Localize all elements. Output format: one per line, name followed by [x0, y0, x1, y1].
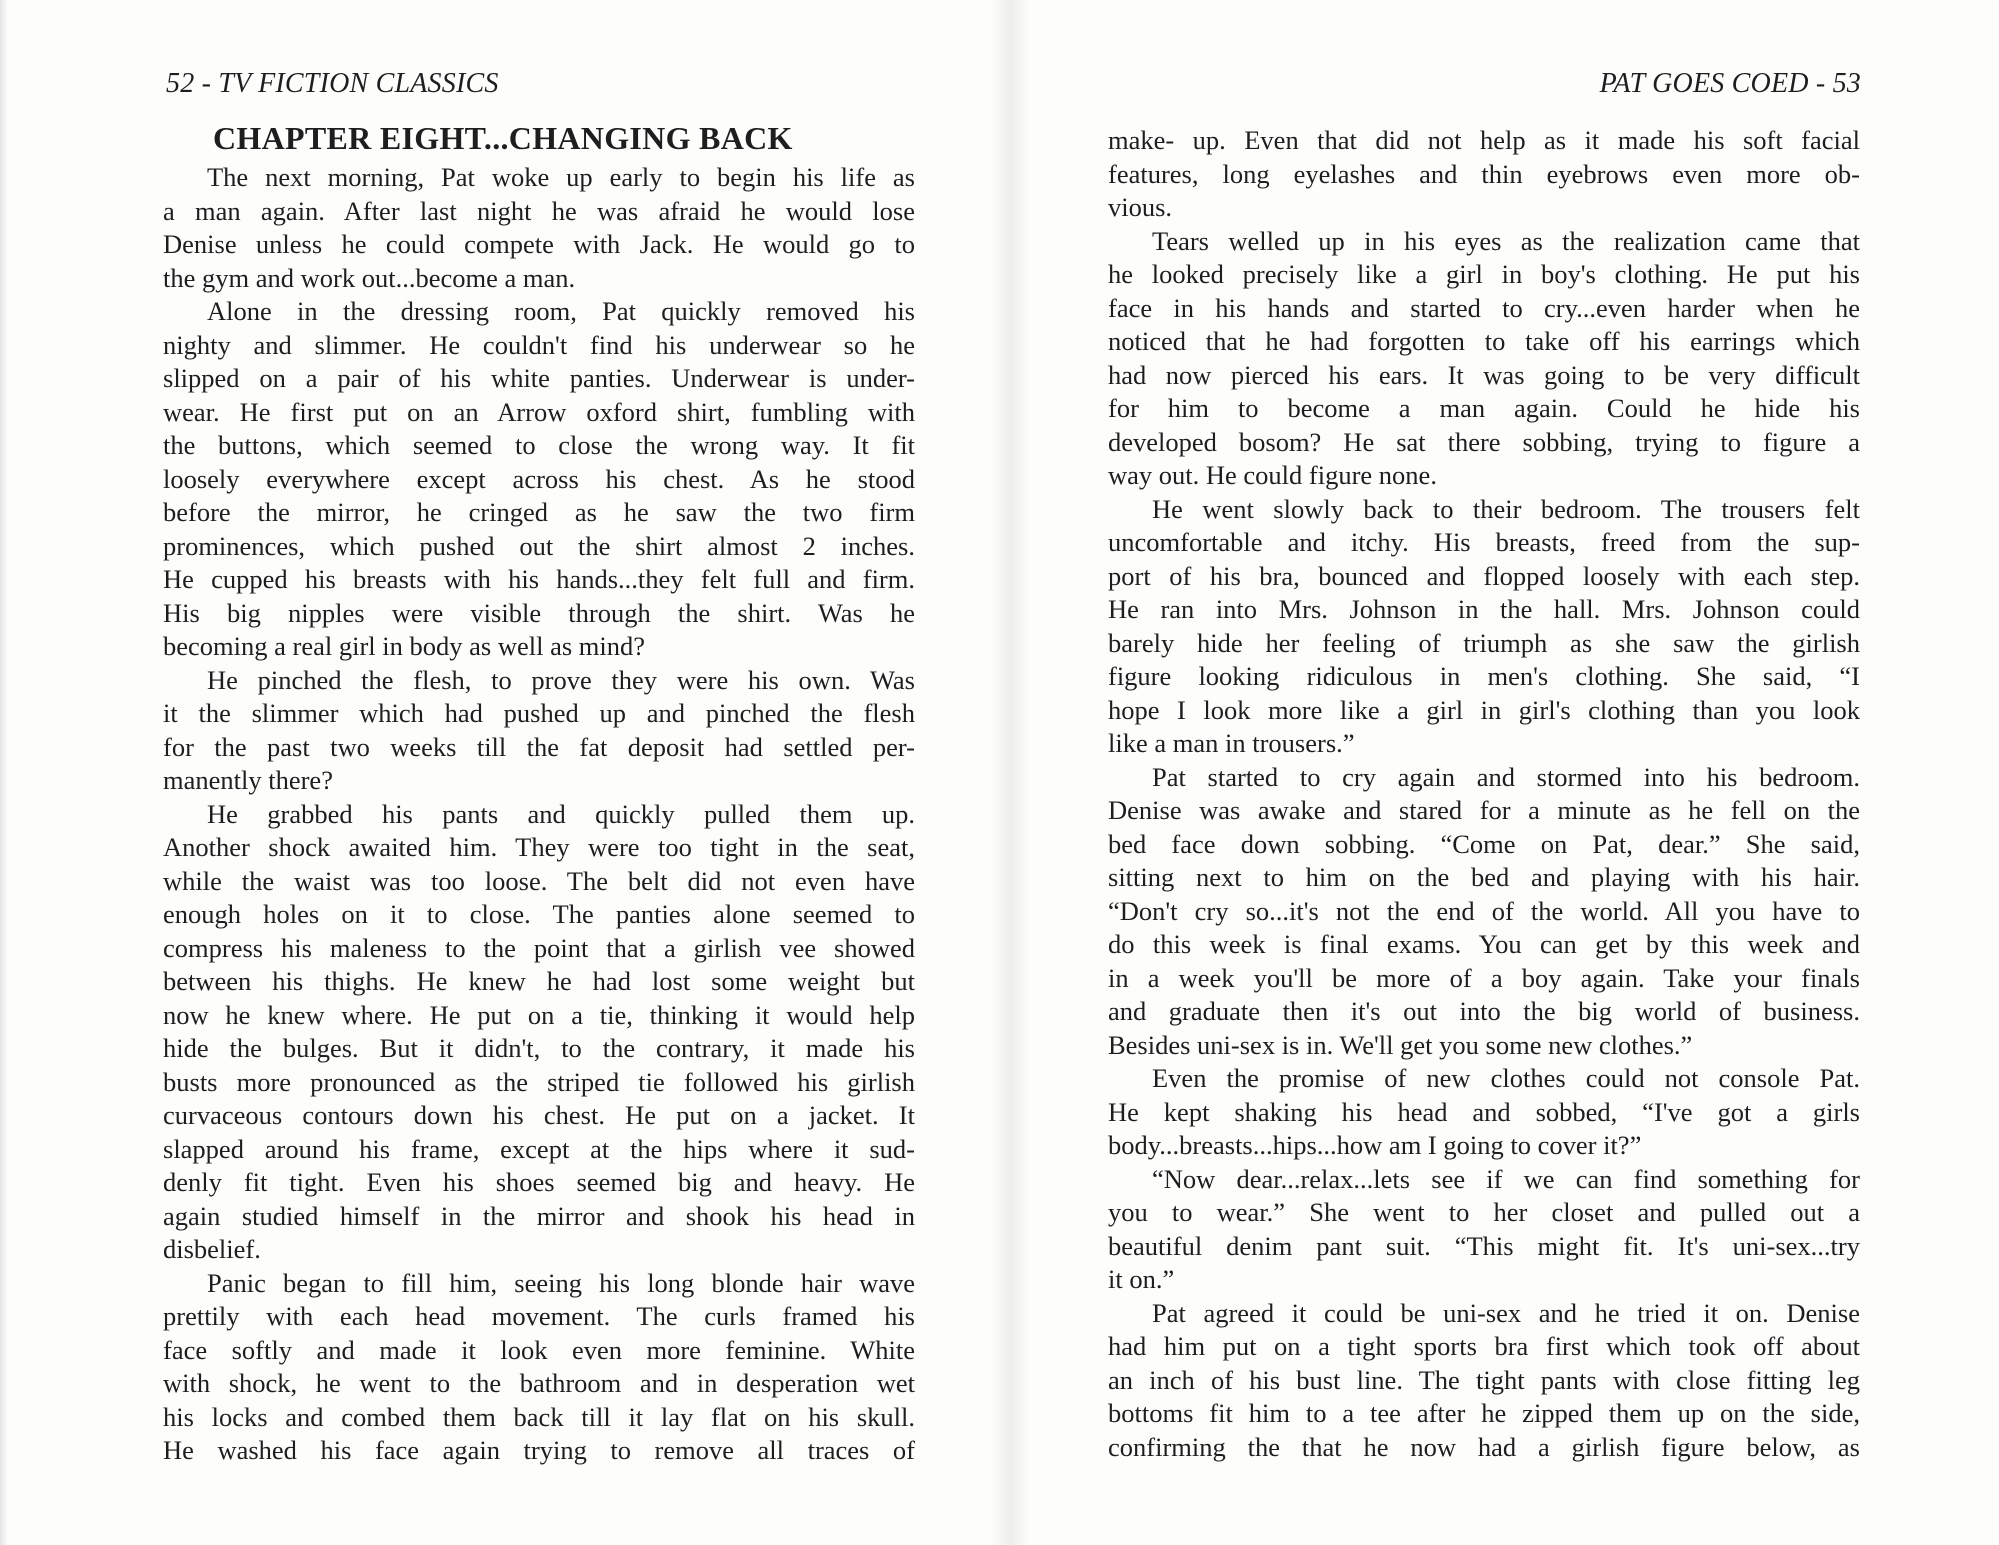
text-line: vious. — [1108, 192, 1173, 222]
text-line: prettily with each head movement. The curls framed his — [163, 1301, 915, 1331]
left-page-body — [163, 161, 915, 1468]
text-line: had him put on a tight sports bra first which took off about — [1108, 1331, 1860, 1361]
text-line: barely hide her feeling of triumph as she saw the girlish — [1108, 627, 1860, 658]
text-line: body...breasts...hips...how am I going to cover it?” — [1108, 1130, 1642, 1160]
text-line: and graduate then it's out into the big world of business. — [1108, 996, 1860, 1026]
text-line: features, long eyelashes and thin eyebrows even more ob- — [1108, 158, 1860, 189]
text-line: curvaceous contours down his chest. He put on a jacket. It — [163, 1100, 915, 1130]
text-line: sitting next to him on the bed and playing with his hair. — [1108, 862, 1860, 892]
text-line: make- up. Even that did not help as it made his soft facial — [1108, 125, 1860, 155]
text-line: with shock, he went to the bathroom and in desperation wet — [163, 1368, 915, 1398]
text-line: an inch of his bust line. The tight pants with close fitting leg — [1108, 1364, 1860, 1395]
right-page-body — [1108, 124, 1860, 1464]
text-line: “Now dear...relax...lets see if we can find something for — [1152, 1163, 1860, 1194]
text-line: again studied himself in the mirror and shook his head in — [163, 1200, 915, 1231]
text-line: the gym and work out...become a man. — [163, 262, 576, 293]
text-line: bottoms fit him to a tee after he zipped them up on the side, — [1108, 1398, 1860, 1428]
text-line: His big nipples were visible through the shirt. Was he — [163, 597, 915, 628]
text-line: slapped around his frame, except at the hips where it sud- — [163, 1133, 915, 1164]
text-line: Even the promise of new clothes could not console Pat. — [1152, 1063, 1860, 1093]
text-line: He pinched the flesh, to prove they were his own. Was — [207, 664, 915, 695]
text-line: noticed that he had forgotten to take off his earrings which — [1108, 326, 1860, 356]
text-line: while the waist was too loose. The belt did not even have — [163, 865, 915, 896]
text-line: He cupped his breasts with his hands...they felt full and firm. — [163, 564, 915, 594]
text-line: had now pierced his ears. It was going to be very difficult — [1108, 359, 1860, 390]
text-line: He went slowly back to their bedroom. The trousers felt — [1152, 493, 1860, 524]
text-line: compress his maleness to the point that a girlish vee showed — [163, 932, 915, 963]
text-line: like a man in trousers.” — [1108, 728, 1355, 758]
text-line: hide the bulges. But it didn't, to the contrary, it made his — [163, 1033, 915, 1063]
text-line: face softly and made it look even more feminine. White — [163, 1334, 915, 1365]
text-line: Pat started to cry again and stormed into his bedroom. — [1152, 761, 1860, 792]
text-line: between his thighs. He knew he had lost some weight but — [163, 966, 915, 996]
text-line: in a week you'll be more of a boy again. Take your finals — [1108, 962, 1860, 993]
text-line: loosely everywhere except across his chest. As he stood — [163, 463, 915, 494]
text-line: uncomfortable and itchy. His breasts, freed from the sup- — [1108, 527, 1860, 557]
text-line: face in his hands and started to cry...even harder when he — [1108, 292, 1860, 323]
text-line: confirming the that he now had a girlish figure below, as — [1108, 1431, 1860, 1462]
text-line: figure looking ridiculous in men's clothing. She said, “I — [1108, 661, 1860, 691]
text-line: manently there? — [163, 765, 333, 795]
text-line: enough holes on it to close. The panties alone seemed to — [163, 899, 915, 929]
text-line: it the slimmer which had pushed up and pinched the flesh — [163, 698, 915, 728]
right-running-header: PAT GOES COED - 53 — [1599, 68, 1861, 99]
text-line: busts more pronounced as the striped tie followed his girlish — [163, 1066, 915, 1097]
text-line: for the past two weeks till the fat deposit had settled per- — [163, 731, 915, 762]
text-line: nighty and slimmer. He couldn't find his underwear so he — [163, 329, 915, 360]
text-line: bed face down sobbing. “Come on Pat, dear.” She said, — [1108, 828, 1860, 859]
page-edge — [0, 0, 8, 1545]
text-line: He ran into Mrs. Johnson in the hall. Mrs. Johnson could — [1108, 594, 1860, 624]
book-gutter — [990, 0, 1030, 1545]
text-line: a man again. After last night he was afraid he would lose — [163, 195, 915, 226]
text-line: hope I look more like a girl in girl's clothing than you look — [1108, 694, 1860, 725]
text-line: his locks and combed them back till it lay flat on his skull. — [163, 1401, 915, 1432]
text-line: Panic began to fill him, seeing his long blonde hair wave — [207, 1267, 915, 1298]
text-line: now he knew where. He put on a tie, thinking it would help — [163, 999, 915, 1030]
text-line: it on.” — [1108, 1264, 1175, 1294]
text-line: you to wear.” She went to her closet and pulled out a — [1108, 1197, 1860, 1227]
text-line: wear. He first put on an Arrow oxford shirt, fumbling with — [163, 396, 915, 427]
text-line: He washed his face again trying to remove all traces of — [163, 1435, 915, 1465]
text-line: he looked precisely like a girl in boy's clothing. He put his — [1108, 259, 1860, 289]
text-line: Pat agreed it could be uni-sex and he tried it on. Denise — [1152, 1297, 1860, 1328]
text-line: Alone in the dressing room, Pat quickly removed his — [207, 296, 915, 326]
text-line: He kept shaking his head and sobbed, “I've got a girls — [1108, 1096, 1860, 1127]
text-line: do this week is final exams. You can get by this week and — [1108, 929, 1860, 959]
text-line: the buttons, which seemed to close the wrong way. It fit — [163, 430, 915, 460]
text-line: denly fit tight. Even his shoes seemed big and heavy. He — [163, 1167, 915, 1197]
text-line: Denise was awake and stared for a minute as he fell on the — [1108, 795, 1860, 825]
text-line: Besides uni-sex is in. We'll get you some new clothes.” — [1108, 1029, 1693, 1060]
text-line: “Don't cry so...it's not the end of the world. All you have to — [1108, 895, 1860, 926]
text-line: Another shock awaited him. They were too tight in the seat, — [163, 832, 915, 862]
chapter-title: CHAPTER EIGHT...CHANGING BACK — [213, 120, 793, 156]
text-line: becoming a real girl in body as well as mind? — [163, 631, 646, 661]
text-line: prominences, which pushed out the shirt almost 2 inches. — [163, 530, 915, 561]
text-line: beautiful denim pant suit. “This might fit. It's uni-sex...try — [1108, 1230, 1860, 1261]
text-line: Tears welled up in his eyes as the realization came that — [1152, 225, 1860, 256]
text-line: for him to become a man again. Could he hide his — [1108, 393, 1860, 423]
text-line: disbelief. — [163, 1234, 261, 1264]
text-line: before the mirror, he cringed as he saw the two firm — [163, 497, 915, 527]
text-line: developed bosom? He sat there sobbing, trying to figure a — [1108, 426, 1860, 457]
text-line: Denise unless he could compete with Jack. He would go to — [163, 229, 915, 259]
text-line: slipped on a pair of his white panties. Underwear is under- — [163, 363, 915, 393]
text-line: The next morning, Pat woke up early to begin his life as — [207, 162, 915, 192]
text-line: port of his bra, bounced and flopped loosely with each step. — [1108, 560, 1860, 591]
left-running-header: 52 - TV FICTION CLASSICS — [166, 68, 499, 99]
text-line: He grabbed his pants and quickly pulled them up. — [207, 798, 915, 829]
text-line: way out. He could figure none. — [1108, 460, 1437, 490]
